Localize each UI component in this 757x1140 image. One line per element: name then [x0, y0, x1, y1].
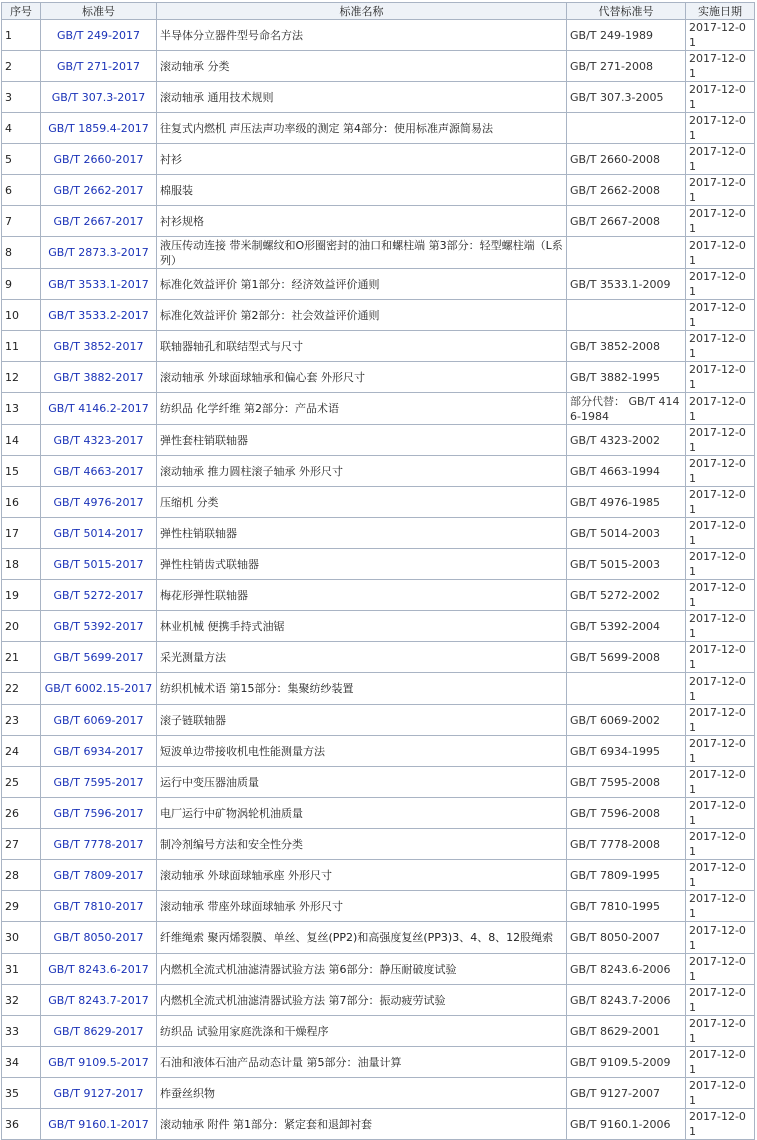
standard-code-link[interactable]: GB/T 6002.15-2017: [44, 682, 153, 695]
row-number: 8: [2, 237, 41, 269]
standard-code-cell: [41, 1109, 157, 1140]
effective-date: 2017-12-01: [686, 642, 755, 673]
standard-code-link[interactable]: GB/T 271-2017: [57, 59, 140, 73]
effective-date: 2017-12-01: [686, 269, 755, 300]
effective-date: 2017-12-01: [686, 20, 755, 51]
table-row: [2, 144, 755, 175]
standard-code-link[interactable]: GB/T 7596-2017: [53, 806, 144, 820]
replaced-standard: GB/T 8629-2001: [567, 1016, 686, 1047]
table-row: [2, 549, 755, 580]
table-row: [2, 922, 755, 954]
effective-date: 2017-12-01: [686, 144, 755, 175]
effective-date: 2017-12-01: [686, 891, 755, 922]
standard-code-link[interactable]: GB/T 1859.4-2017: [48, 121, 149, 135]
replaced-standard: GB/T 4976-1985: [567, 487, 686, 518]
standard-code-cell: [41, 1047, 157, 1078]
table-row: [2, 705, 755, 736]
standard-code-cell: [41, 144, 157, 175]
table-row: [2, 206, 755, 237]
standard-code-cell: [41, 269, 157, 300]
replaced-standard: 部分代替： GB/T 4146-1984: [567, 393, 686, 425]
row-number: 15: [2, 456, 41, 487]
table-row: [2, 891, 755, 922]
table-row: [2, 456, 755, 487]
row-number: 11: [2, 331, 41, 362]
replaced-standard: GB/T 8243.6-2006: [567, 954, 686, 985]
standard-code-link[interactable]: GB/T 9127-2017: [53, 1086, 144, 1100]
replaced-standard: GB/T 2662-2008: [567, 175, 686, 206]
replaced-standard: GB/T 9160.1-2006: [567, 1109, 686, 1140]
row-number: 20: [2, 611, 41, 642]
table-row: [2, 829, 755, 860]
standard-code-cell: [41, 456, 157, 487]
standard-name: 弹性柱销联轴器: [157, 518, 567, 549]
standard-code-link[interactable]: GB/T 249-2017: [57, 28, 140, 42]
effective-date: 2017-12-01: [686, 922, 755, 954]
standard-code-cell: [41, 175, 157, 206]
replaced-standard: GB/T 2660-2008: [567, 144, 686, 175]
table-row: [2, 51, 755, 82]
table-row: [2, 642, 755, 673]
table-row: [2, 518, 755, 549]
standard-code-link[interactable]: GB/T 4663-2017: [53, 464, 144, 478]
table-row: [2, 393, 755, 425]
row-number: 14: [2, 425, 41, 456]
standard-code-cell: [41, 829, 157, 860]
replaced-standard: GB/T 249-1989: [567, 20, 686, 51]
replaced-standard: [567, 300, 686, 331]
standard-name: 往复式内燃机 声压法声功率级的测定 第4部分：使用标准声源简易法: [157, 113, 567, 144]
standard-name: 柞蚕丝织物: [157, 1078, 567, 1109]
row-number: 7: [2, 206, 41, 237]
effective-date: 2017-12-01: [686, 425, 755, 456]
effective-date: 2017-12-01: [686, 860, 755, 891]
effective-date: 2017-12-01: [686, 82, 755, 113]
standard-code-cell: [41, 860, 157, 891]
row-number: 26: [2, 798, 41, 829]
row-number: 6: [2, 175, 41, 206]
replaced-standard: GB/T 5014-2003: [567, 518, 686, 549]
table-row: [2, 767, 755, 798]
standard-name: 衬衫: [157, 144, 567, 175]
standard-code-cell: [41, 673, 157, 705]
row-number: 33: [2, 1016, 41, 1047]
row-number: 28: [2, 860, 41, 891]
standard-name: 标准化效益评价 第2部分：社会效益评价通则: [157, 300, 567, 331]
standard-name: 纤维绳索 聚丙烯裂膜、单丝、复丝(PP2)和高强度复丝(PP3)3、4、8、12股绳索: [157, 922, 567, 954]
standards-table: [1, 2, 755, 1140]
table-header-row: [2, 3, 755, 20]
table-row: [2, 611, 755, 642]
standard-code-cell: [41, 300, 157, 331]
replaced-standard: GB/T 5272-2002: [567, 580, 686, 611]
row-number: 4: [2, 113, 41, 144]
effective-date: 2017-12-01: [686, 767, 755, 798]
replaced-standard: GB/T 5392-2004: [567, 611, 686, 642]
replaced-standard: GB/T 4323-2002: [567, 425, 686, 456]
effective-date: 2017-12-01: [686, 362, 755, 393]
header-date: 实施日期: [686, 3, 755, 20]
table-row: [2, 113, 755, 144]
standard-name: 制冷剂编号方法和安全性分类: [157, 829, 567, 860]
standard-code-cell: [41, 642, 157, 673]
standard-code-cell: [41, 736, 157, 767]
table-row: [2, 736, 755, 767]
standard-code-cell: [41, 705, 157, 736]
replaced-standard: GB/T 7810-1995: [567, 891, 686, 922]
table-row: [2, 362, 755, 393]
standard-code-cell: [41, 1078, 157, 1109]
replaced-standard: GB/T 2667-2008: [567, 206, 686, 237]
standard-name: 短波单边带接收机电性能测量方法: [157, 736, 567, 767]
effective-date: 2017-12-01: [686, 1047, 755, 1078]
replaced-standard: [567, 237, 686, 269]
header-name: 标准名称: [157, 3, 567, 20]
standard-code-link[interactable]: GB/T 4146.2-2017: [48, 402, 149, 415]
row-number: 25: [2, 767, 41, 798]
effective-date: 2017-12-01: [686, 1016, 755, 1047]
row-number: 12: [2, 362, 41, 393]
standard-code-cell: [41, 51, 157, 82]
standard-name: 内燃机全流式机油滤清器试验方法 第6部分：静压耐破度试验: [157, 954, 567, 985]
table-row: [2, 269, 755, 300]
standard-name: 滚动轴承 附件 第1部分：紧定套和退卸衬套: [157, 1109, 567, 1140]
standard-code-link[interactable]: GB/T 3882-2017: [53, 370, 144, 384]
replaced-standard: GB/T 271-2008: [567, 51, 686, 82]
standard-name: 林业机械 便携手持式油锯: [157, 611, 567, 642]
standard-code-cell: [41, 549, 157, 580]
effective-date: 2017-12-01: [686, 487, 755, 518]
effective-date: 2017-12-01: [686, 798, 755, 829]
row-number: 18: [2, 549, 41, 580]
row-number: 1: [2, 20, 41, 51]
replaced-standard: GB/T 8050-2007: [567, 922, 686, 954]
row-number: 3: [2, 82, 41, 113]
standard-name: 标准化效益评价 第1部分：经济效益评价通则: [157, 269, 567, 300]
row-number: 2: [2, 51, 41, 82]
header-code: 标准号: [41, 3, 157, 20]
table-row: [2, 82, 755, 113]
standard-name: 滚动轴承 带座外球面球轴承 外形尺寸: [157, 891, 567, 922]
table-row: [2, 798, 755, 829]
table-row: [2, 237, 755, 269]
standard-code-link[interactable]: GB/T 8629-2017: [53, 1024, 144, 1038]
replaced-standard: GB/T 5015-2003: [567, 549, 686, 580]
table-row: [2, 1078, 755, 1109]
effective-date: 2017-12-01: [686, 518, 755, 549]
row-number: 27: [2, 829, 41, 860]
standard-code-link[interactable]: GB/T 4976-2017: [53, 495, 144, 509]
effective-date: 2017-12-01: [686, 829, 755, 860]
standard-name: 滚动轴承 分类: [157, 51, 567, 82]
standard-code-link[interactable]: GB/T 5272-2017: [53, 588, 144, 602]
standard-code-link[interactable]: GB/T 9160.1-2017: [48, 1117, 149, 1131]
row-number: 31: [2, 954, 41, 985]
standard-code-cell: [41, 331, 157, 362]
effective-date: 2017-12-01: [686, 237, 755, 269]
effective-date: 2017-12-01: [686, 1078, 755, 1109]
table-row: [2, 1047, 755, 1078]
table-row: [2, 20, 755, 51]
standard-code-cell: [41, 922, 157, 954]
row-number: 17: [2, 518, 41, 549]
standard-code-link[interactable]: GB/T 307.3-2017: [51, 90, 146, 104]
row-number: 9: [2, 269, 41, 300]
replaced-standard: [567, 673, 686, 705]
standard-code-cell: [41, 985, 157, 1016]
standard-name: 采光测量方法: [157, 642, 567, 673]
standard-name: 弹性套柱销联轴器: [157, 425, 567, 456]
effective-date: 2017-12-01: [686, 393, 755, 425]
effective-date: 2017-12-01: [686, 705, 755, 736]
standard-code-link[interactable]: GB/T 2662-2017: [53, 183, 144, 197]
standard-name: 梅花形弹性联轴器: [157, 580, 567, 611]
effective-date: 2017-12-01: [686, 1109, 755, 1140]
table-body: [2, 20, 755, 1140]
standard-code-link[interactable]: GB/T 3852-2017: [53, 339, 144, 353]
table-row: [2, 487, 755, 518]
header-replaces: 代替标准号: [567, 3, 686, 20]
standard-code-cell: [41, 954, 157, 985]
table-row: [2, 985, 755, 1016]
row-number: 10: [2, 300, 41, 331]
standard-code-link[interactable]: GB/T 8050-2017: [53, 931, 144, 944]
replaced-standard: GB/T 6069-2002: [567, 705, 686, 736]
standard-code-cell: [41, 206, 157, 237]
standard-name: 滚动轴承 通用技术规则: [157, 82, 567, 113]
table-row: [2, 673, 755, 705]
replaced-standard: GB/T 6934-1995: [567, 736, 686, 767]
table-row: [2, 1016, 755, 1047]
table-row: [2, 300, 755, 331]
standard-code-cell: [41, 362, 157, 393]
row-number: 36: [2, 1109, 41, 1140]
effective-date: 2017-12-01: [686, 580, 755, 611]
standard-name: 滚动轴承 推力圆柱滚子轴承 外形尺寸: [157, 456, 567, 487]
replaced-standard: GB/T 7596-2008: [567, 798, 686, 829]
row-number: 19: [2, 580, 41, 611]
replaced-standard: GB/T 7778-2008: [567, 829, 686, 860]
standard-code-link[interactable]: GB/T 6069-2017: [53, 713, 144, 727]
replaced-standard: GB/T 9127-2007: [567, 1078, 686, 1109]
standard-name: 联轴器轴孔和联结型式与尺寸: [157, 331, 567, 362]
header-num: 序号: [2, 3, 41, 20]
effective-date: 2017-12-01: [686, 954, 755, 985]
replaced-standard: GB/T 307.3-2005: [567, 82, 686, 113]
row-number: 32: [2, 985, 41, 1016]
row-number: 30: [2, 922, 41, 954]
standard-name: 弹性柱销齿式联轴器: [157, 549, 567, 580]
effective-date: 2017-12-01: [686, 736, 755, 767]
standard-name: 棉服装: [157, 175, 567, 206]
standard-name: 纺织机械术语 第15部分：集聚纺纱装置: [157, 673, 567, 705]
effective-date: 2017-12-01: [686, 611, 755, 642]
standard-code-link[interactable]: GB/T 5699-2017: [53, 650, 144, 664]
standard-code-link[interactable]: GB/T 5015-2017: [53, 557, 144, 571]
standard-code-link[interactable]: GB/T 3533.2-2017: [48, 308, 149, 322]
replaced-standard: [567, 113, 686, 144]
standard-code-link[interactable]: GB/T 5392-2017: [53, 619, 144, 633]
effective-date: 2017-12-01: [686, 331, 755, 362]
standard-code-cell: [41, 580, 157, 611]
row-number: 5: [2, 144, 41, 175]
standard-name: 内燃机全流式机油滤清器试验方法 第7部分：振动疲劳试验: [157, 985, 567, 1016]
standard-code-cell: [41, 393, 157, 425]
standard-code-link[interactable]: GB/T 7595-2017: [53, 775, 144, 789]
standard-code-link[interactable]: GB/T 9109.5-2017: [48, 1055, 149, 1069]
table-row: [2, 1109, 755, 1140]
row-number: 24: [2, 736, 41, 767]
standard-name: 纺织品 化学纤维 第2部分：产品术语: [157, 393, 567, 425]
effective-date: 2017-12-01: [686, 673, 755, 705]
table-row: [2, 860, 755, 891]
table-row: [2, 954, 755, 985]
standard-code-cell: [41, 237, 157, 269]
table-row: [2, 175, 755, 206]
replaced-standard: GB/T 3882-1995: [567, 362, 686, 393]
replaced-standard: GB/T 4663-1994: [567, 456, 686, 487]
standard-name: 滚动轴承 外球面球轴承座 外形尺寸: [157, 860, 567, 891]
effective-date: 2017-12-01: [686, 113, 755, 144]
standard-code-link[interactable]: GB/T 8243.6-2017: [48, 962, 149, 976]
replaced-standard: GB/T 5699-2008: [567, 642, 686, 673]
replaced-standard: GB/T 3852-2008: [567, 331, 686, 362]
effective-date: 2017-12-01: [686, 549, 755, 580]
replaced-standard: GB/T 9109.5-2009: [567, 1047, 686, 1078]
standard-code-cell: [41, 1016, 157, 1047]
standard-name: 纺织品 试验用家庭洗涤和干燥程序: [157, 1016, 567, 1047]
replaced-standard: GB/T 7809-1995: [567, 860, 686, 891]
standard-name: 滚动轴承 外球面球轴承和偏心套 外形尺寸: [157, 362, 567, 393]
standard-name: 衬衫规格: [157, 206, 567, 237]
standard-code-link[interactable]: GB/T 7810-2017: [53, 899, 144, 913]
standard-code-cell: [41, 113, 157, 144]
standard-name: 压缩机 分类: [157, 487, 567, 518]
standard-code-cell: [41, 767, 157, 798]
standard-code-link[interactable]: GB/T 4323-2017: [53, 433, 144, 447]
standard-code-link[interactable]: GB/T 2667-2017: [53, 214, 144, 228]
row-number: 21: [2, 642, 41, 673]
standard-code-cell: [41, 798, 157, 829]
standard-code-cell: [41, 20, 157, 51]
row-number: 35: [2, 1078, 41, 1109]
standard-code-cell: [41, 487, 157, 518]
replaced-standard: GB/T 7595-2008: [567, 767, 686, 798]
table-row: [2, 331, 755, 362]
standard-code-link[interactable]: GB/T 8243.7-2017: [48, 993, 149, 1007]
table-row: [2, 425, 755, 456]
row-number: 34: [2, 1047, 41, 1078]
standard-code-cell: [41, 891, 157, 922]
replaced-standard: GB/T 8243.7-2006: [567, 985, 686, 1016]
standard-code-cell: [41, 518, 157, 549]
standard-name: 运行中变压器油质量: [157, 767, 567, 798]
standard-name: 液压传动连接 带米制螺纹和O形圈密封的油口和螺柱端 第3部分：轻型螺柱端（L系列）: [157, 237, 567, 269]
row-number: 13: [2, 393, 41, 425]
standard-code-cell: [41, 82, 157, 113]
standard-name: 滚子链联轴器: [157, 705, 567, 736]
row-number: 29: [2, 891, 41, 922]
effective-date: 2017-12-01: [686, 51, 755, 82]
effective-date: 2017-12-01: [686, 456, 755, 487]
standard-code-link[interactable]: GB/T 7778-2017: [53, 837, 144, 851]
effective-date: 2017-12-01: [686, 300, 755, 331]
standard-code-link[interactable]: GB/T 2660-2017: [53, 152, 144, 166]
standard-name: 半导体分立器件型号命名方法: [157, 20, 567, 51]
row-number: 16: [2, 487, 41, 518]
effective-date: 2017-12-01: [686, 985, 755, 1016]
standard-code-link[interactable]: GB/T 3533.1-2017: [48, 277, 149, 291]
table-row: [2, 580, 755, 611]
standard-code-cell: [41, 425, 157, 456]
standard-name: 电厂运行中矿物涡轮机油质量: [157, 798, 567, 829]
row-number: 22: [2, 673, 41, 705]
standard-code-link[interactable]: GB/T 7809-2017: [53, 868, 144, 882]
replaced-standard: GB/T 3533.1-2009: [567, 269, 686, 300]
row-number: 23: [2, 705, 41, 736]
standard-code-link[interactable]: GB/T 6934-2017: [53, 744, 144, 758]
effective-date: 2017-12-01: [686, 206, 755, 237]
standard-code-link[interactable]: GB/T 5014-2017: [53, 526, 144, 540]
effective-date: 2017-12-01: [686, 175, 755, 206]
standard-code-cell: [41, 611, 157, 642]
standard-code-link[interactable]: GB/T 2873.3-2017: [48, 246, 149, 259]
standard-name: 石油和液体石油产品动态计量 第5部分：油量计算: [157, 1047, 567, 1078]
